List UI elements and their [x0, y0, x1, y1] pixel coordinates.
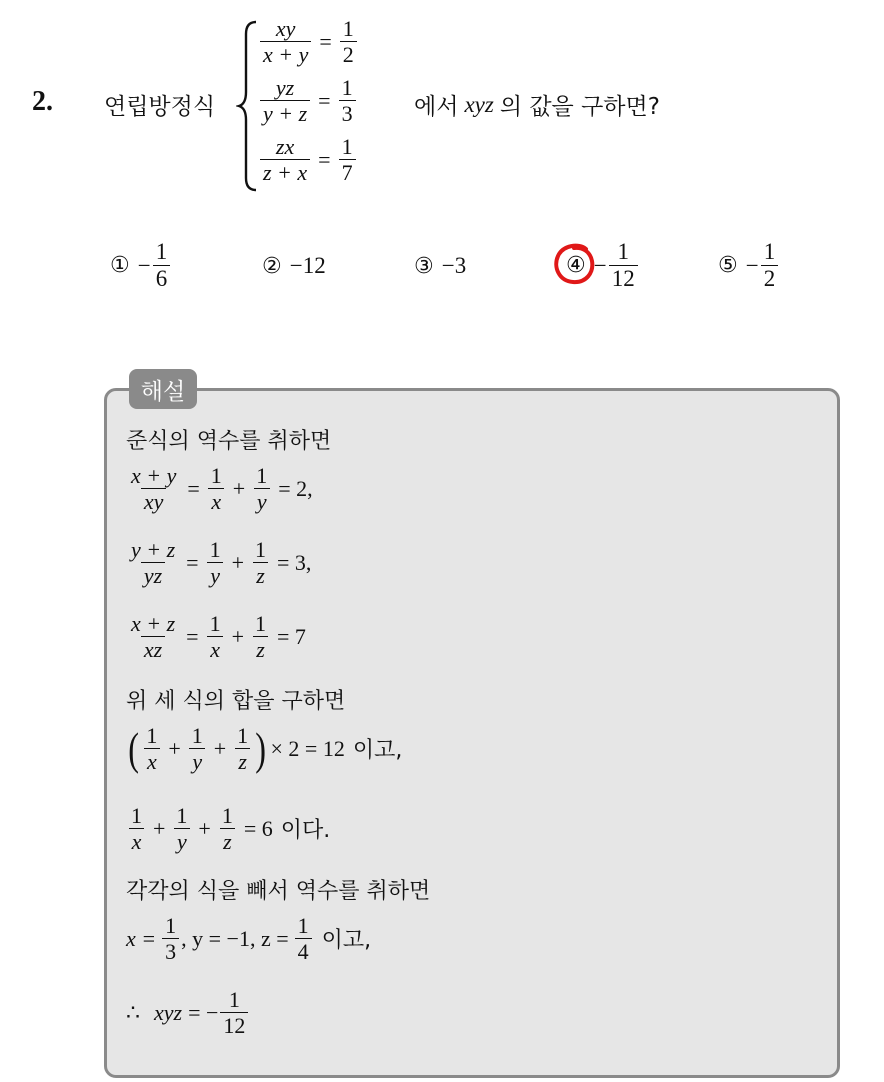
fraction: $\frac{1}{z}$: [237, 723, 249, 775]
solution-result-eq: [126, 914, 371, 963]
denominator: yz: [141, 562, 165, 587]
fraction: $\frac{1}{y}$: [173, 804, 190, 853]
numerator: 1: [763, 239, 776, 264]
solution-line-2: 위 세 식의 합을 구하면: [126, 689, 346, 714]
fraction: [260, 17, 311, 66]
question-tail-text: 에서: [414, 94, 459, 120]
solution-eq-1: $\frac{x + y}{xy}$ = $\frac{1}{x}$ + $\frac{1}{y}$ = 2,: [126, 464, 313, 513]
fraction: $\frac{1}{x}$: [207, 612, 224, 661]
equation-system: [258, 12, 359, 189]
denominator: z + x: [260, 159, 310, 184]
numerator: xy: [275, 15, 296, 41]
denominator: y: [254, 488, 270, 513]
solution-line-3: 각각의 식을 빼서 역수를 취하면: [126, 879, 431, 904]
solution-sum2-eq: $\frac{1}{x}$ + $\frac{1}{y}$ + $\frac{1}{z}$ = 6 이다.: [126, 804, 330, 853]
equals-sign: =: [318, 87, 331, 113]
choice-number: ②: [262, 253, 282, 279]
equation-rhs: = 7: [277, 623, 306, 649]
system-eq-3: [258, 130, 359, 189]
equation-word: 이고,: [321, 928, 372, 954]
numerator: 1: [228, 987, 240, 1012]
therefore-symbol: ∴: [126, 999, 140, 1025]
choice-number: ①: [110, 253, 130, 279]
numerator: y + z: [131, 537, 176, 562]
minus-sign: −: [137, 252, 151, 278]
denominator: xy: [141, 488, 167, 513]
denominator: 2: [761, 265, 779, 291]
numerator: zx: [275, 133, 295, 159]
choice-1[interactable]: [110, 240, 172, 291]
equation-rhs: = 2,: [278, 475, 313, 501]
solution-eq-2: $\frac{y + z}{yz}$ = $\frac{1}{y}$ + $\frac{1}{z}$ = 3,: [126, 538, 311, 587]
final-variable: xyz: [154, 999, 183, 1025]
denominator: x: [208, 488, 224, 513]
equation-rhs: = −: [188, 999, 219, 1025]
numerator: 1: [297, 913, 309, 938]
fraction: [128, 612, 178, 661]
numerator: 1: [617, 239, 629, 264]
equals-sign: =: [318, 146, 331, 172]
choice-value: −3: [441, 253, 467, 278]
fraction: [339, 76, 356, 125]
denominator: 3: [339, 100, 356, 125]
equation-word: 이다.: [280, 818, 331, 844]
fraction: $\frac{1}{y}$: [207, 538, 224, 587]
question-tail-text: 의 값을 구하면?: [499, 94, 660, 120]
minus-sign: −: [593, 252, 607, 278]
system-eq-2: [258, 71, 359, 130]
denominator: 12: [220, 1012, 248, 1037]
question-number: 2.: [32, 86, 53, 117]
choice-number: ③: [414, 253, 434, 279]
denominator: y + z: [260, 100, 310, 125]
fraction: [128, 464, 179, 513]
question-tail: [414, 88, 660, 121]
fraction: [162, 914, 179, 963]
denominator: 12: [609, 265, 638, 291]
numerator: x + z: [131, 611, 176, 636]
fraction: [260, 76, 310, 125]
equation-rhs: = 6: [243, 815, 273, 841]
denominator: x: [207, 636, 223, 661]
numerator: yz: [275, 74, 295, 100]
numerator: 1: [341, 74, 353, 100]
numerator: 1: [165, 913, 177, 938]
solution-eq-3: $\frac{x + z}{xz}$ = $\frac{1}{x}$ + $\frac{1}{z}$ = 7: [126, 612, 306, 661]
fraction: [340, 17, 357, 66]
solution-tag: 해설: [129, 369, 197, 409]
denominator: z: [253, 562, 268, 587]
fraction: $\frac{1}{z}$: [221, 803, 233, 855]
denominator: 2: [340, 41, 357, 66]
denominator: 4: [295, 938, 312, 963]
fraction: $\frac{1}{x}$: [208, 464, 225, 513]
equation-rhs: × 2 = 12: [270, 735, 345, 761]
choice-number: ⑤: [718, 253, 738, 279]
answer-circle-mark-icon: [552, 241, 598, 287]
equation-lhs: x =: [126, 925, 157, 951]
solution-line-1: 준식의 역수를 취하면: [126, 429, 332, 454]
fraction: $\frac{1}{x}$: [143, 724, 160, 773]
numerator: x + y: [131, 463, 177, 488]
denominator: z: [253, 636, 268, 661]
choice-number: ④: [566, 253, 586, 279]
fraction: $\frac{1}{y}$: [189, 724, 206, 773]
question-variable: xyz: [464, 91, 494, 117]
fraction: [153, 240, 171, 291]
fraction: [339, 135, 356, 184]
solution-final: [126, 988, 250, 1037]
fraction: [609, 240, 638, 291]
fraction: [128, 538, 178, 587]
equals-sign: =: [319, 28, 332, 54]
choice-2[interactable]: [262, 253, 326, 279]
fraction: $\frac{1}{z}$: [255, 611, 267, 663]
fraction: [295, 914, 312, 963]
fraction: $\frac{1}{z}$: [255, 537, 267, 589]
equation-rhs: = 3,: [277, 549, 312, 575]
equation-mid: , y = −1, z =: [181, 925, 289, 951]
right-paren: ): [255, 722, 267, 774]
fraction: [260, 135, 310, 184]
denominator: xz: [141, 636, 165, 661]
fraction: [220, 988, 248, 1037]
choice-5[interactable]: [718, 240, 780, 291]
system-eq-1: [258, 12, 359, 71]
denominator: 3: [162, 938, 179, 963]
numerator: 1: [342, 15, 354, 41]
left-paren: (: [128, 722, 140, 774]
choice-value: −12: [289, 253, 326, 278]
left-brace-icon: [236, 18, 260, 194]
fraction: $\frac{1}{y}$: [253, 464, 270, 513]
denominator: 6: [153, 265, 171, 291]
choice-3[interactable]: [414, 253, 466, 279]
denominator: 7: [339, 159, 356, 184]
solution-sum-eq: ( $\frac{1}{x}$ + $\frac{1}{y}$ + $\frac{1}{z}$ ) × 2 = 12 이고,: [128, 722, 403, 775]
fraction: $\frac{1}{x}$: [128, 804, 145, 853]
question-label: 연립방정식: [104, 94, 216, 120]
numerator: 1: [341, 133, 353, 159]
equation-word: 이고,: [352, 738, 403, 764]
minus-sign: −: [745, 252, 759, 278]
fraction: [761, 240, 779, 291]
numerator: 1: [155, 239, 168, 264]
denominator: y: [207, 562, 223, 587]
denominator: x + y: [260, 41, 311, 66]
